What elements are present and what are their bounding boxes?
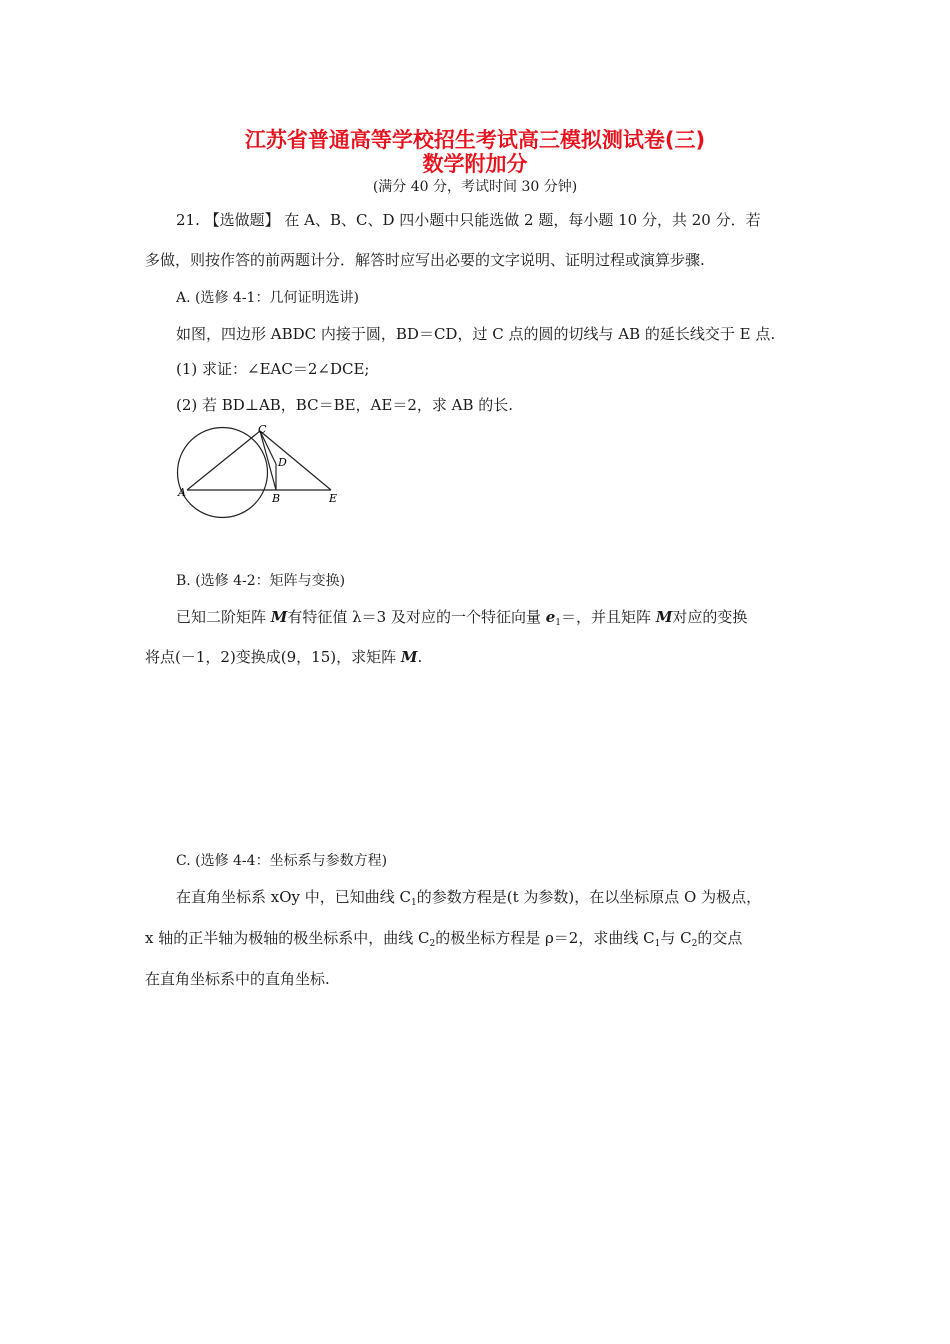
part-c-text-2d: 的交点 [697,929,743,947]
eigenvector-symbol: e [545,608,556,626]
matrix-symbol: M [400,648,418,666]
circle [178,428,268,518]
part-c-heading: C. (选修 4-4：坐标系与参数方程) [176,853,388,869]
part-b-heading: B. (选修 4-2：矩阵与变换) [176,573,346,589]
part-b-text-1b: 有特征值 λ＝3 及对应的一个特征向量 [287,608,546,626]
label-d: D [278,456,287,469]
part-a-line-2: (1) 求证：∠EAC＝2∠DCE; [176,360,370,378]
exam-title: 江苏省普通高等学校招生考试高三模拟测试卷(三) [244,128,706,152]
geometry-figure [170,420,350,530]
part-b-text-1c: ＝，并且矩阵 [561,608,656,626]
matrix-symbol: M [270,608,288,626]
label-a: A [178,486,186,499]
subscript-2: 2 [691,939,698,949]
matrix-symbol: M [655,608,673,626]
part-b-text-2a: 将点(－1，2)变换成(9，15)，求矩阵 [145,648,401,666]
q21-line-2: 多做，则按作答的前两题计分．解答时应写出必要的文字说明、证明过程或演算步骤. [145,251,705,269]
part-b-text-1a: 已知二阶矩阵 [176,608,271,626]
part-b-text-2b: . [417,648,423,666]
subscript-2: 2 [429,939,436,949]
part-a-line-1: 如图，四边形 ABDC 内接于圆，BD＝CD，过 C 点的圆的切线与 AB 的延长线交于 E 点. [176,325,776,343]
subscript-1: 1 [411,898,417,908]
part-c-text-2a: x 轴的正半轴为极轴的极坐标系中，曲线 C [145,929,430,947]
part-c-text-2b: 的极坐标方程是 ρ＝2，求曲线 C [435,929,655,947]
label-c: C [258,423,267,436]
q21-line-1: 21. 【选做题】 在 A、B、C、D 四小题中只能选做 2 题，每小题 10 分，共 20 分．若 [176,211,761,229]
subscript-1: 1 [654,939,661,949]
segment-cb [260,431,276,490]
label-b: B [272,492,281,505]
part-c-text-1a: 在直角坐标系 xOy 中，已知曲线 C [176,888,412,906]
exam-info: (满分 40 分，考试时间 30 分钟) [372,179,578,195]
part-a-heading: A. (选修 4-1：几何证明选讲) [176,290,359,306]
part-b-line-2 [145,647,422,667]
label-e: E [329,492,338,505]
part-c-line-1 [176,887,761,913]
part-c-text-2c: 与 C [660,929,692,947]
part-c-text-1b: 的参数方程是(t 为参数)，在以坐标原点 O 为极点， [416,888,762,906]
part-b-line-1 [176,607,747,633]
segment-ac [187,431,260,490]
part-c-line-2 [145,928,742,954]
part-a-line-3: (2) 若 BD⊥AB，BC＝BE，AE＝2，求 AB 的长. [176,396,514,414]
exam-subtitle: 数学附加分 [422,152,528,176]
tangent-ce [260,431,331,490]
eigenvector-subscript: 1 [555,618,562,628]
part-b-text-1d: 对应的变换 [672,608,748,626]
part-c-line-3: 在直角坐标系中的直角坐标. [145,970,330,988]
